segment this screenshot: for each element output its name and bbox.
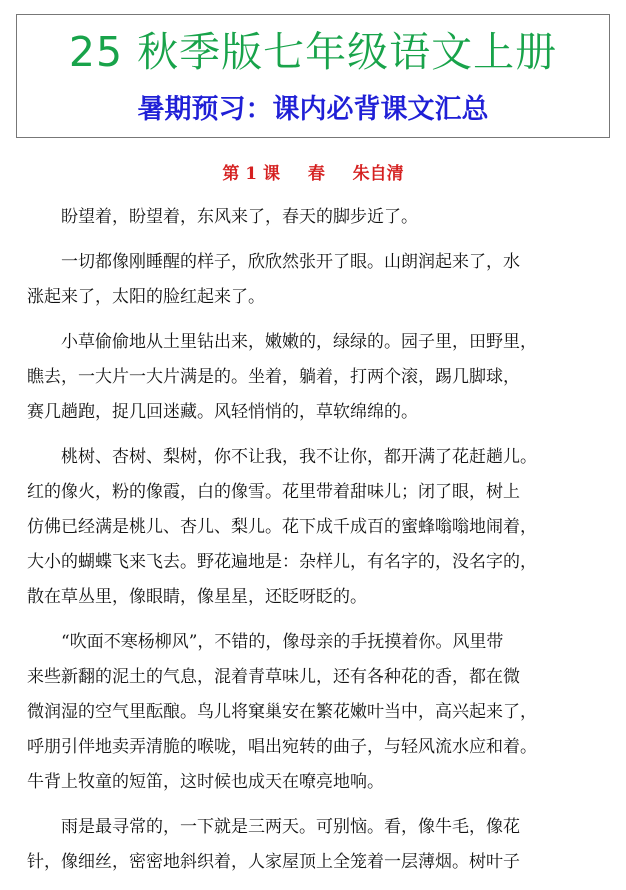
- paragraph: [27, 325, 621, 430]
- paragraph: [27, 200, 621, 235]
- paragraph: [27, 245, 621, 315]
- text-line: 桃树、杏树、梨树，你不让我，我不让你，都开满了花赶趟儿。: [61, 447, 537, 467]
- text-line: 散在草丛里，像眼睛，像星星，还眨呀眨的。: [27, 587, 367, 607]
- text-line: 红的像火，粉的像霞，白的像雪。花里带着甜味儿；闭了眼，树上: [27, 482, 520, 502]
- lesson-heading: [0, 162, 626, 186]
- text-line: 大小的蝴蝶飞来飞去。野花遍地是：杂样儿，有名字的，没名字的，: [27, 552, 537, 572]
- title-banner: [16, 14, 610, 138]
- page-subtitle: 暑期预习：课内必背课文汇总: [137, 94, 489, 125]
- text-line: 一切都像刚睡醒的样子，欣欣然张开了眼。山朗润起来了，水: [61, 252, 520, 272]
- text-line: 呼朋引伴地卖弄清脆的喉咙，唱出宛转的曲子，与轻风流水应和着。: [27, 737, 537, 757]
- text-line: 微润湿的空气里酝酿。鸟儿将窠巢安在繁花嫩叶当中，高兴起来了，: [27, 702, 537, 722]
- paragraph: [27, 440, 621, 615]
- page-title: 25 秋季版七年级语文上册: [68, 28, 558, 76]
- lesson-name: 春: [307, 164, 325, 184]
- text-line: 瞧去，一大片一大片满是的。坐着，躺着，打两个滚，踢几脚球，: [27, 367, 520, 387]
- paragraph: [27, 625, 621, 800]
- paragraph: [27, 810, 621, 880]
- lesson-text: [27, 200, 621, 890]
- text-line: 赛几趟跑，捉几回迷藏。风轻悄悄的，草软绵绵的。: [27, 402, 418, 422]
- text-line: 小草偷偷地从土里钻出来，嫩嫩的，绿绿的。园子里，田野里，: [61, 332, 537, 352]
- text-line: 盼望着，盼望着，东风来了，春天的脚步近了。: [61, 207, 418, 227]
- text-line: 仿佛已经满是桃儿、杏儿、梨儿。花下成千成百的蜜蜂嗡嗡地闹着，: [27, 517, 537, 537]
- text-line: 雨是最寻常的，一下就是三两天。可别恼。看，像牛毛，像花: [61, 817, 520, 837]
- text-line: 牛背上牧童的短笛，这时候也成天在嘹亮地响。: [27, 772, 384, 792]
- lesson-number: 第 1 课: [222, 164, 280, 184]
- text-line: 来些新翻的泥土的气息，混着青草味儿，还有各种花的香，都在微: [27, 667, 520, 687]
- lesson-author: 朱自清: [352, 164, 404, 184]
- text-line: 涨起来了，太阳的脸红起来了。: [27, 287, 265, 307]
- text-line: “吹面不寒杨柳风”，不错的，像母亲的手抚摸着你。风里带: [61, 632, 504, 652]
- text-line: 针，像细丝，密密地斜织着，人家屋顶上全笼着一层薄烟。树叶子: [27, 852, 520, 872]
